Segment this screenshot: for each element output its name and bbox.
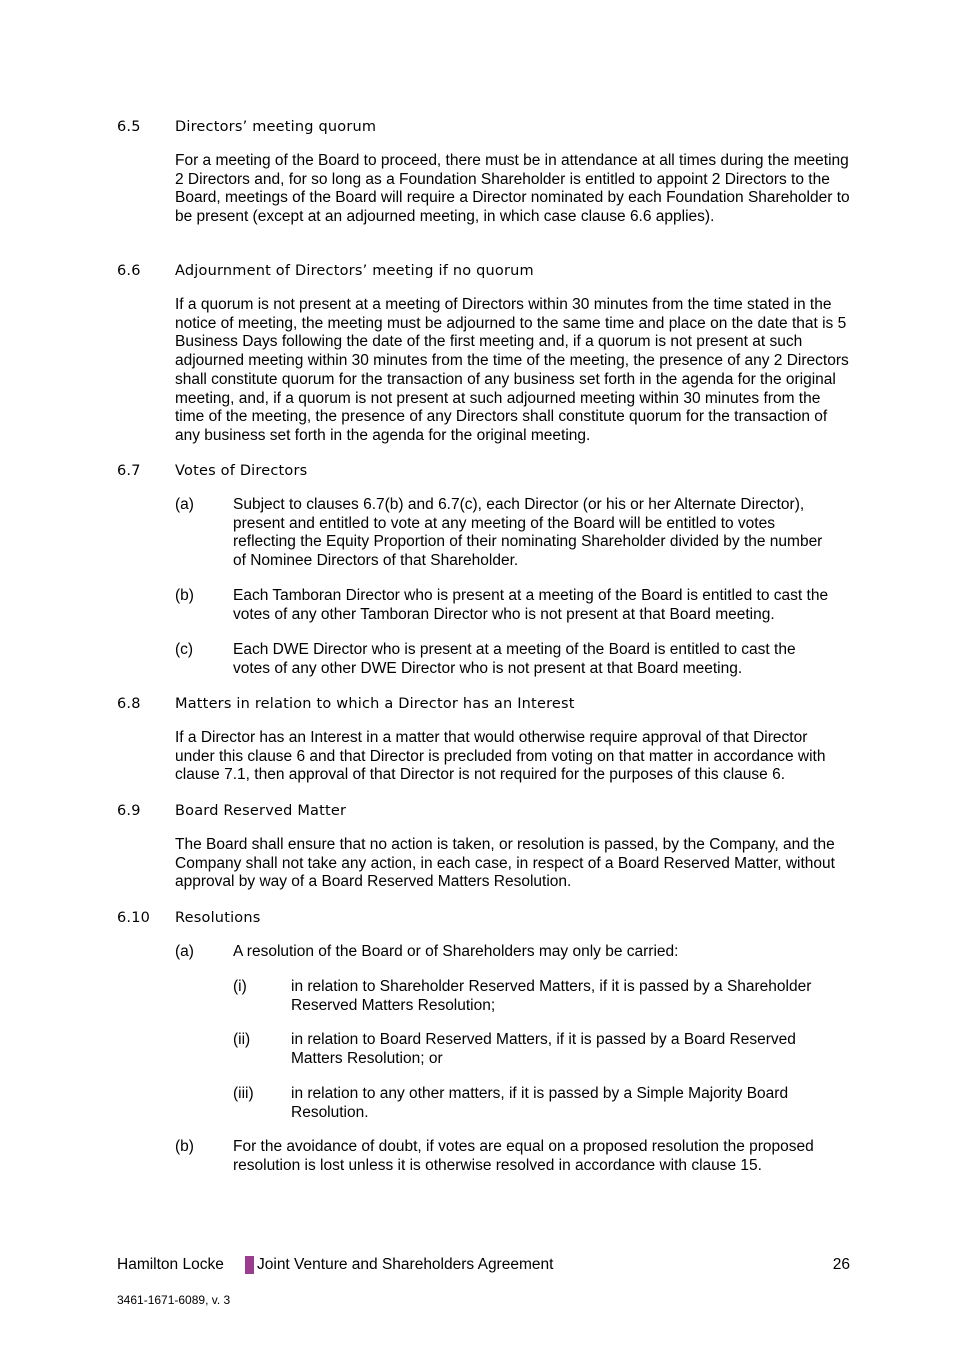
- document-reference: 3461-1671-6089, v. 3: [117, 1293, 231, 1307]
- section-title: Matters in relation to which a Director has an Interest: [175, 696, 575, 712]
- page-number: 26: [832, 1256, 850, 1273]
- subitem-label: (i): [233, 978, 247, 995]
- section-number: 6.5: [117, 119, 141, 135]
- section-body-6-8: If a Director has an Interest in a matter that would otherwise require approval of that Director under this clause 6 and that Director is precluded from voting on that matter in accordance with clause 7.1, then approval of that Director is not required for the purposes of this clause 6.: [175, 729, 826, 784]
- item-text: A resolution of the Board or of Shareholders may only be carried:: [233, 943, 679, 960]
- item-label: (a): [175, 496, 194, 513]
- section-title: Votes of Directors: [175, 463, 308, 479]
- subitem-text: in relation to Shareholder Reserved Matters, if it is passed by a Shareholder Reserved Matters Resolution;: [291, 978, 812, 1014]
- item-label: (a): [175, 943, 194, 960]
- subitem-text: in relation to Board Reserved Matters, if it is passed by a Board Reserved Matters Resolution; or: [291, 1031, 796, 1067]
- page-footer: [117, 1255, 850, 1275]
- subitem-label: (iii): [233, 1085, 254, 1102]
- section-title: Directors’ meeting quorum: [175, 119, 377, 135]
- footer-accent-bar: [245, 1256, 254, 1274]
- section-body-6-5: For a meeting of the Board to proceed, there must be in attendance at all times during the meeting 2 Directors and, for so long as a Foundation Shareholder is entitled to appoint 2 Directors to the Board, meetings of the Board will require a Director nominated by each Foundation Shareholder to be present (except at an adjourned meeting, in which case clause 6.6 applies).: [175, 152, 850, 226]
- item-text: Each Tamboran Director who is present at a meeting of the Board is entitled to cast the votes of any other Tamboran Director who is not present at that Board meeting.: [233, 587, 829, 623]
- section-number: 6.6: [117, 263, 141, 279]
- subitem-text: in relation to any other matters, if it is passed by a Simple Majority Board Resolution.: [291, 1085, 789, 1121]
- section-title: Board Reserved Matter: [175, 803, 347, 819]
- item-label: (b): [175, 587, 194, 604]
- section-number: 6.9: [117, 803, 141, 819]
- subitem-label: (ii): [233, 1031, 251, 1048]
- section-number: 6.8: [117, 696, 141, 712]
- section-title: Adjournment of Directors’ meeting if no quorum: [175, 263, 534, 279]
- item-text: Each DWE Director who is present at a meeting of the Board is entitled to cast the votes of any other DWE Director who is not present at that Board meeting.: [233, 641, 796, 677]
- item-text: For the avoidance of doubt, if votes are equal on a proposed resolution the proposed resolution is lost unless it is otherwise resolved in accordance with clause 15.: [233, 1138, 814, 1174]
- section-number: 6.10: [117, 910, 151, 926]
- section-title: Resolutions: [175, 910, 261, 926]
- section-body-6-6: If a quorum is not present at a meeting of Directors within 30 minutes from the time stated in the notice of meeting, the meeting must be adjourned to the same time and place on the date that is 5 Business Days following the date of the first meeting and, if a quorum is not present at such adjourned meeting within 30 minutes from the time of the meeting, the presence of any 2 Directors shall constitute quorum for the transaction of any business set forth in the agenda for the original meeting, and, if a quorum is not present at such adjourned meeting within 30 minutes from the time of the meeting, the presence of any Directors shall constitute quorum for the transaction of any business set forth in the agenda for the original meeting.: [175, 296, 849, 444]
- section-body-6-9: The Board shall ensure that no action is taken, or resolution is passed, by the Company, and the Company shall not take any action, in each case, in respect of a Board Reserved Matter, without approval by way of a Board Reserved Matters Resolution.: [175, 836, 835, 891]
- item-label: (c): [175, 641, 194, 658]
- item-text: Subject to clauses 6.7(b) and 6.7(c), each Director (or his or her Alternate Director), present and entitled to vote at any meeting of the Board will be entitled to votes reflecting the Equity Proportion of their nominating Shareholder divided by the number of Nominee Directors of that Shareholder.: [233, 496, 823, 570]
- footer-document-title: Joint Venture and Shareholders Agreement: [257, 1256, 554, 1273]
- footer-firm-name: Hamilton Locke: [117, 1256, 224, 1273]
- item-label: (b): [175, 1138, 194, 1155]
- section-number: 6.7: [117, 463, 141, 479]
